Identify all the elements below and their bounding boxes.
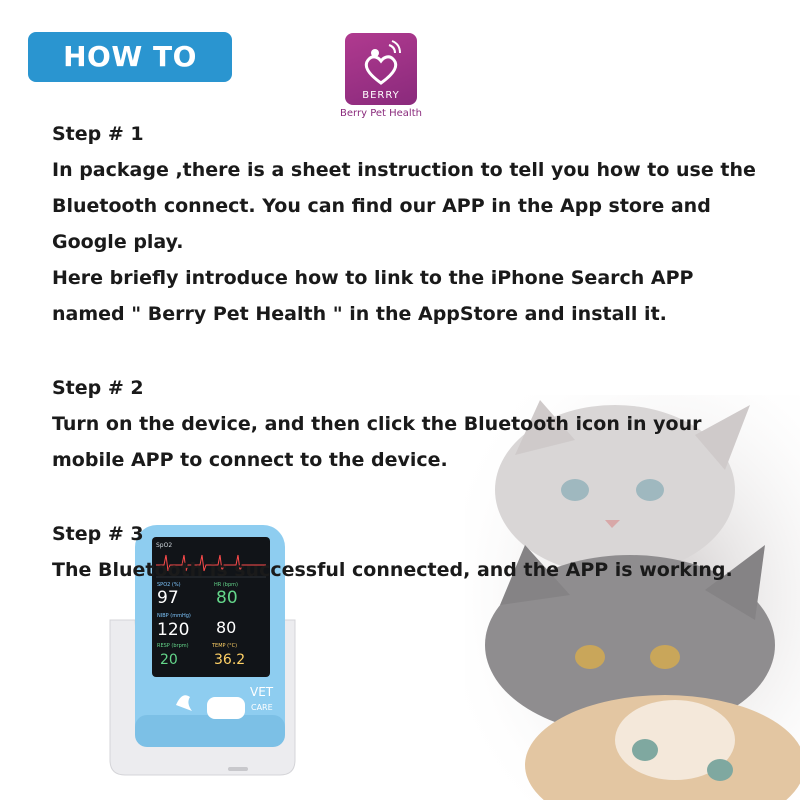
brand-line2: CARE xyxy=(251,703,273,712)
logo-wordmark: BERRY xyxy=(362,90,400,101)
logo-caption: Berry Pet Health xyxy=(340,108,422,119)
step-line: Google play. xyxy=(52,231,184,253)
nibp-dia-value: 80 xyxy=(216,618,237,637)
step-line: mobile APP to connect to the device. xyxy=(52,449,448,471)
resp-value: 20 xyxy=(160,652,178,668)
step-1 xyxy=(52,116,780,332)
nibp-sys-value: 120 xyxy=(157,620,190,640)
hr-label: HR (bpm) xyxy=(214,582,238,588)
spo2-value: 97 xyxy=(157,588,179,608)
screen-top-label: SpO2 xyxy=(156,542,173,549)
step-title: Step # 1 xyxy=(52,123,144,145)
step-title: Step # 3 xyxy=(52,523,144,545)
step-line: Bluetooth connect. You can find our APP in the App store and xyxy=(52,195,711,217)
temp-value: 36.2 xyxy=(214,652,246,668)
temp-label: TEMP (°C) xyxy=(212,643,238,649)
resp-label: RESP (brpm) xyxy=(157,643,189,649)
berry-logo xyxy=(345,33,417,105)
step-line: Here briefly introduce how to link to the iPhone Search APP xyxy=(52,267,694,289)
step-line: Turn on the device, and then click the Bluetooth icon in your xyxy=(52,413,702,435)
step-line: named " Berry Pet Health " in the AppStore and install it. xyxy=(52,303,667,325)
hr-value: 80 xyxy=(216,588,238,608)
power-button xyxy=(207,697,245,719)
step-line: The Bluetooth is successful connected, and the APP is working. xyxy=(52,559,733,581)
step-line: In package ,there is a sheet instruction to tell you how to use the xyxy=(52,159,756,181)
spo2-label: SPO2 (%) xyxy=(157,582,181,588)
brand-line1: VET xyxy=(250,685,274,699)
step-3 xyxy=(52,516,780,588)
nibp-label: NIBP (mmHg) xyxy=(157,613,191,619)
how-to-use-badge: HOW TO USE xyxy=(28,32,232,82)
step-title: Step # 2 xyxy=(52,377,144,399)
step-2 xyxy=(52,370,780,478)
